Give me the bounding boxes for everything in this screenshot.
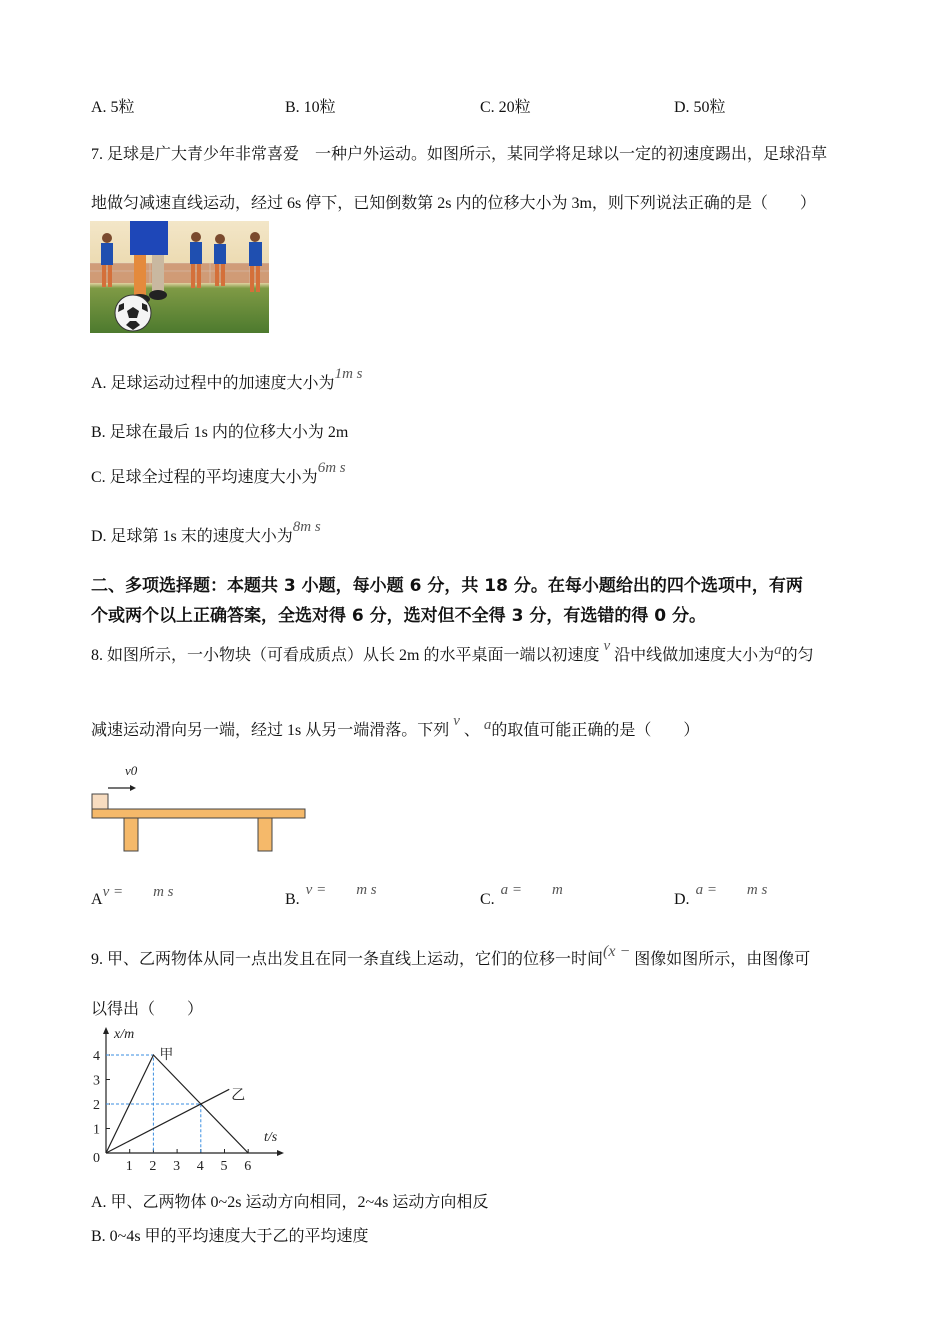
q7-option-c — [91, 460, 346, 487]
q8-stem-line2-c: 的取值可能正确的是（ ） — [491, 722, 700, 739]
q7-option-a — [91, 366, 363, 393]
v0-label: v0 — [125, 763, 138, 778]
q8-stem-line2-a: 减速运动滑向另一端，经过 1s 从另一端滑落。下列 — [91, 722, 450, 739]
q9-option-a: A. 甲、乙两物体 0~2s 运动方向相同，2~4s 运动方向相反 — [91, 1194, 489, 1211]
q8-option-c — [480, 878, 563, 908]
q8-option-d — [674, 878, 768, 908]
y-axis-arrow — [103, 1027, 109, 1034]
q8-option-b-formula: v = m s — [305, 882, 377, 898]
q8-stem-v0-2: v — [453, 713, 460, 729]
q9-stem-line1-b: 图像如图所示，由图像可 — [634, 951, 811, 968]
q7-option-d — [91, 519, 321, 546]
section2-heading-line2: 个或两个以上正确答案，全选对得 6 分，选对但不全得 3 分，有选错的得 0 分。 — [91, 606, 706, 626]
q8-option-d-formula: a = m s — [695, 882, 768, 898]
x-tick-label-1: 1 — [125, 1159, 133, 1172]
series-line-yi — [106, 1089, 229, 1153]
x-axis-arrow — [277, 1150, 284, 1156]
q9-stem-line1 — [91, 943, 811, 969]
q8-stem-v0: v — [603, 638, 611, 654]
q9-stem-formula: (x − — [603, 943, 631, 960]
q7-option-b: B. 足球在最后 1s 内的位移大小为 2m — [91, 424, 349, 441]
q8-option-c-label: C. — [480, 891, 495, 908]
q7-option-d-text: D. 足球第 1s 末的速度大小为 — [91, 528, 293, 545]
q7-option-a-text: A. 足球运动过程中的加速度大小为 — [91, 375, 335, 392]
series-label-jia: 甲 — [159, 1048, 174, 1063]
origin-label: 0 — [93, 1151, 100, 1166]
y-tick-label-1: 1 — [93, 1122, 100, 1138]
q6-option-a: A. 5粒 — [91, 99, 135, 116]
x-tick-label-3: 3 — [173, 1159, 181, 1172]
q6-option-d: D. 50粒 — [674, 99, 726, 116]
series-label-yi: 乙 — [231, 1088, 246, 1104]
soccer-photo — [90, 221, 269, 333]
q8-option-c-formula: a = m — [500, 882, 563, 898]
q8-stem-a: a — [774, 642, 782, 658]
table-figure — [88, 762, 310, 856]
q6-option-c: C. 20粒 — [480, 99, 531, 116]
q9-stem-line1-a: 9. 甲、乙两物体从同一点出发且在同一条直线上运动，它们的位移一时间 — [91, 951, 604, 968]
q8-option-b-label: B. — [285, 891, 300, 908]
q8-stem-line1-b: 沿中线做加速度大小为 — [614, 647, 775, 664]
x-tick-label-4: 4 — [196, 1159, 204, 1172]
q9-option-b: B. 0~4s 甲的平均速度大于乙的平均速度 — [91, 1228, 369, 1245]
q7-option-a-formula: 1m s — [334, 366, 363, 382]
x-tick-label-6: 6 — [244, 1159, 252, 1172]
q8-option-d-label: D. — [674, 891, 690, 908]
section2-heading-line1: 二、多项选择题：本题共 3 小题，每小题 6 分，共 18 分。在每小题给出的四个选项中，有两 — [91, 576, 803, 596]
q8-stem-line1-c: 的匀 — [781, 647, 814, 664]
x-tick-label-2: 2 — [149, 1159, 157, 1172]
q8-stem-line1-a: 8. 如图所示，一小物块（可看成质点）从长 2m 的水平桌面一端以初速度 — [91, 647, 600, 664]
q7-stem-line2: 地做匀减速直线运动，经过 6s 停下，已知倒数第 2s 内的位移大小为 3m，则下列说法正确的是（ ） — [91, 195, 816, 212]
q9-stem-line2: 以得出（ ） — [91, 1001, 204, 1018]
x-tick-label-5: 5 — [220, 1159, 228, 1172]
y-tick-label-4: 4 — [93, 1049, 100, 1064]
q7-stem-line1: 7. 足球是广大青少年非常喜爱 一种户外运动。如图所示，某同学将足球以一定的初速度踢出，足球沿草 — [91, 146, 828, 163]
q8-option-a-label: A — [91, 891, 103, 908]
y-tick-label-2: 2 — [93, 1098, 100, 1113]
q7-option-c-text: C. 足球全过程的平均速度大小为 — [91, 469, 318, 486]
q7-option-d-formula: 8m s — [292, 519, 321, 535]
q8-stem-line1 — [91, 638, 814, 665]
x-axis-label: t/s — [264, 1130, 278, 1145]
y-axis-label: x/m — [114, 1027, 135, 1042]
q8-stem-sep: 、 — [463, 722, 480, 739]
q8-option-a-formula: v = m s — [102, 884, 174, 900]
q6-option-b: B. 10粒 — [285, 99, 336, 116]
q8-option-b — [285, 878, 377, 908]
q7-option-c-formula: 6m s — [317, 460, 346, 476]
y-tick-label-3: 3 — [93, 1073, 100, 1089]
q8-stem-a-2: a — [483, 717, 492, 733]
q8-stem-line2 — [91, 713, 700, 740]
q8-option-a — [91, 880, 174, 908]
xt-graph — [86, 1022, 286, 1172]
